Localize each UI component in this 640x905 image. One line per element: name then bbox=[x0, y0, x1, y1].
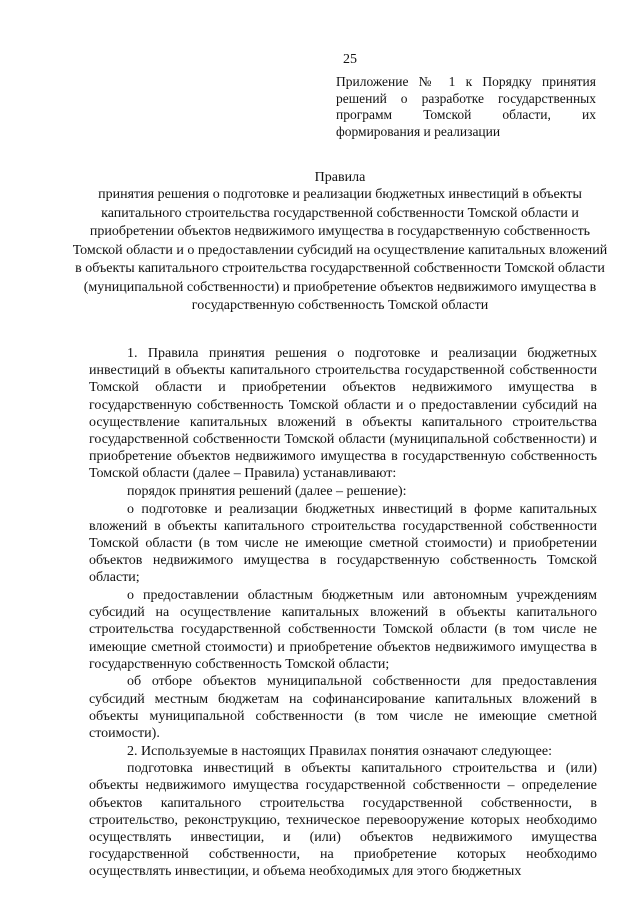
paragraph-4: о предоставлении областным бюджетным или автономным учреждениям субсидий на осуществление капитальных вложений в объекты капитального строительства государственной собственности Томской области (в том числе не имеющие сметной стоимости) и приобретение объектов недвижимого имущества в государственную собственность Томской области; bbox=[89, 588, 597, 672]
paragraph-7: подготовка инвестиций в объекты капитального строительства и (или) объекты недвижимого имущества государственной собственности – определение объектов капитального строительства государственной собственности, в строительство, реконструкцию, техническое перевооружение которых необходимо осуществлять инвестиции, и (или) объектов недвижимого имущества государственной собственности, на приобретение которых необходимо осуществлять инвестиции, и объема необходимых для этого бюджетных bbox=[89, 761, 597, 880]
paragraph-3: о подготовке и реализации бюджетных инвестиций в форме капитальных вложений в объекты капитального строительства государственной собственности Томской области (в том числе не имеющие сметной стоимости) и приобретении объектов недвижимого имущества в государственную собственность Томской области; bbox=[89, 501, 597, 586]
paragraph-1: 1. Правила принятия решения о подготовке и реализации бюджетных инвестиций в объекты капитального строительства государственной собственности Томской области и приобретении объектов недвижимого имущества в государственную собственность Томской области и о предоставлении субсидий на осуществление капитальных вложений в объекты капитального строительства государственной собственности Томской области (муниципальной собственности) и приобретение объектов недвижимого имущества в государственную собственность Томской области (далее – Правила) устанавливают: bbox=[89, 346, 597, 482]
page-number: 25 bbox=[343, 52, 357, 67]
paragraph-2: порядок принятия решений (далее – решение): bbox=[127, 484, 407, 500]
appendix-note: Приложение № 1 к Порядку принятия решений о разработке государственных программ Томской области, их формирования и реализации bbox=[336, 74, 596, 139]
document-title: Правила bbox=[314, 170, 366, 185]
paragraph-6: 2. Используемые в настоящих Правилах понятия означают следующее: bbox=[127, 743, 552, 759]
document-body bbox=[89, 345, 597, 881]
document-heading: принятия решения о подготовке и реализации бюджетных инвестиций в объекты капитального строительства государственной собственности Томской области и приобретении объектов недвижимого имущества в государственную собственность Томской области и о предоставлении субсидий на осуществление капитальных вложений в объекты капитального строительства государственной собственности Томской области (муниципальной собственности) и приобретение объектов недвижимого имущества в государственную собственность Томской области bbox=[72, 187, 608, 313]
paragraph-5: об отборе объектов муниципальной собственности для предоставления субсидий местным бюджетам на софинансирование капитальных вложений в объекты муниципальной собственности (в том числе не имеющие сметной стоимости). bbox=[89, 674, 597, 742]
